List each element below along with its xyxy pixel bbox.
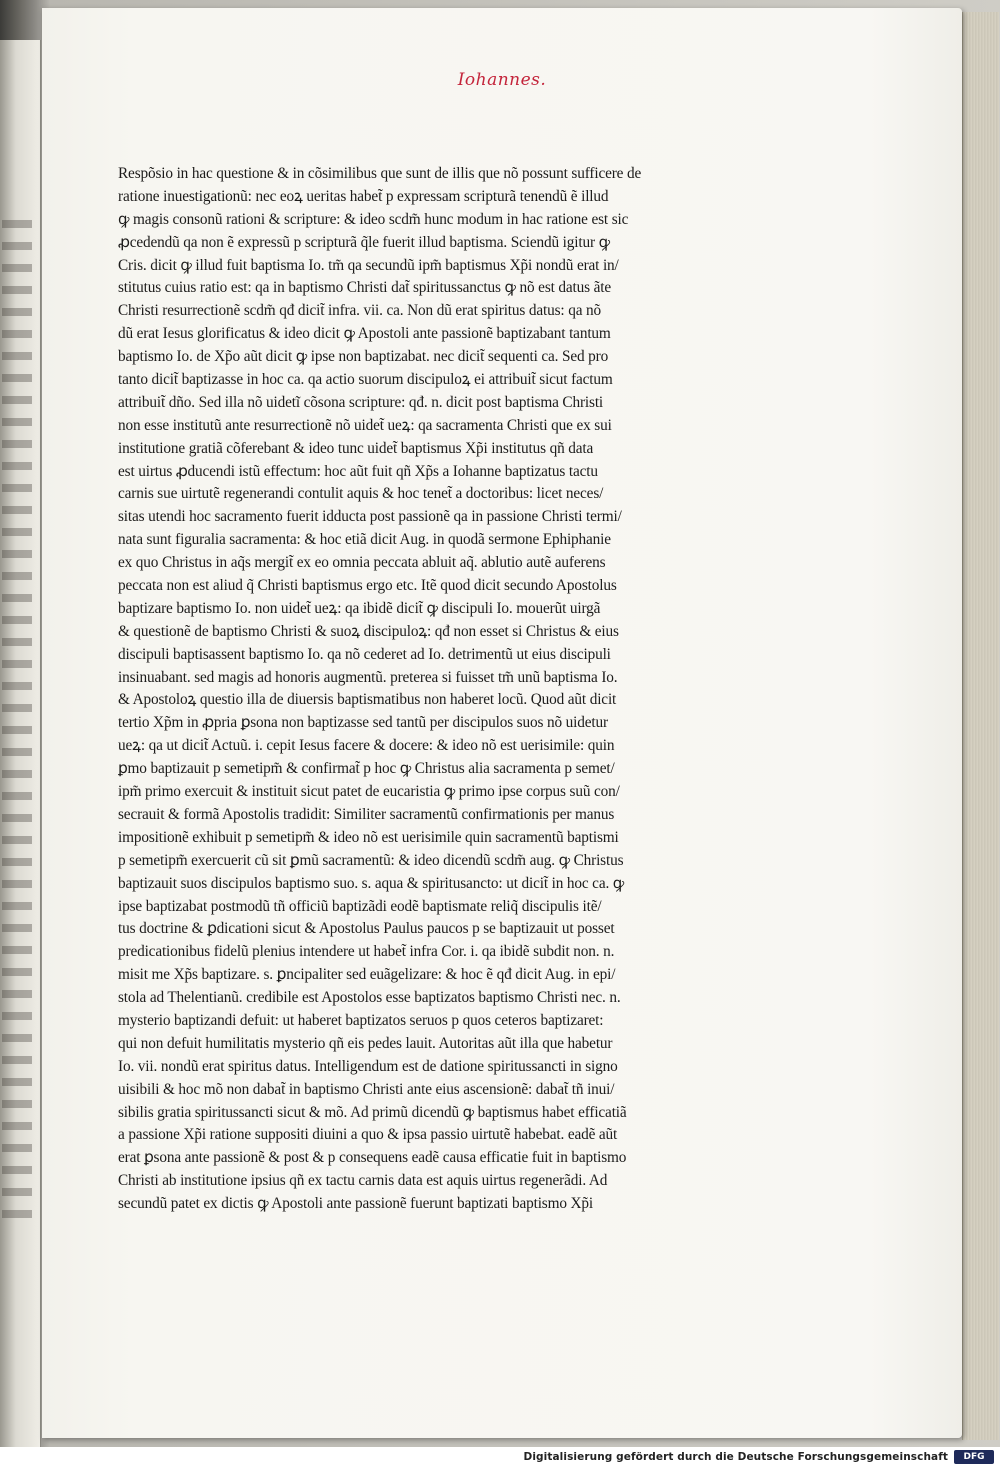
text-line: Cris. dicit ꝙ illud fuit baptisma Io. tm̃ qa secundũ ipm̃ baptismus Xp̃i nondũ erat in/: [118, 256, 619, 274]
text-line: Christi resurrectionẽ scdm̃ qđ dicit̃ infra. vii. ca. Non dũ erat spiritus datus: qa nõ: [118, 302, 602, 320]
text-line: tanto dicit̃ baptizasse in hoc ca. qa actio suorum discipuloꝝ ei attribuit̃ sicut factum: [118, 371, 613, 389]
text-line: nata sunt figuralia sacramenta: & hoc etiã dicit Aug. in quodã sermone Ephiphanie: [118, 531, 611, 549]
text-line: ex quo Christus in aq̃s mergit̃ ex eo omnia peccata abluit aq̃. ablutio autẽ auferens: [118, 554, 606, 572]
text-line: & Apostoloꝝ questio illa de diuersis baptismatibus non haberet locũ. Quod aũt dicit: [118, 691, 617, 709]
text-line: secrauit & formã Apostolis tradidit: Similiter sacramentũ confirmationis per manus: [118, 805, 615, 823]
text-line: a passione Xp̃i ratione suppositi diuini a quo & ipsa passio uirtutẽ habebat. eadẽ aũt: [118, 1126, 618, 1144]
text-line: peccata non est aliud q̃ Christi baptismus ergo etc. Itẽ quod dicit secundo Apostolus: [118, 577, 617, 595]
text-line: tertio Xp̃m in ꝓpria ꝑsona non baptizasse sed tantũ per discipulos suos nõ uidetur: [118, 714, 608, 732]
text-line: sitas utendi hoc sacramento fuerit idducta post passionẽ qa in passione Christi termi/: [118, 508, 622, 526]
text-line: qui non defuit humilitatis mysterio qñ eis pedes lauit. Autoritas aũt illa que habetur: [118, 1034, 613, 1052]
text-line: mysterio baptizandi defuit: ut haberet baptizatos seruos p quos ceteros baptizaret:: [118, 1011, 604, 1029]
text-line: p semetipm̃ exercuerit cũ sit ꝑmũ sacramentũ: & ideo dicendũ scdm̃ aug. ꝙ Christus: [118, 851, 624, 869]
text-line: carnis sue uirtutẽ regenerandi contulit aquis & hoc tenet̃ a doctoribus: licet neces/: [118, 485, 604, 503]
text-block: [118, 163, 724, 1216]
text-line: ueꝝ: qa ut dicit̃ Actuũ. i. cepit Iesus facere & docere: & ideo nõ est uerisimile: quin: [118, 737, 615, 755]
previous-page-edge: [0, 40, 41, 1450]
text-line: impositionẽ exhibuit p semetipm̃ & ideo nõ est uerisimile quin sacramentũ baptismi: [118, 828, 619, 846]
text-line: Christi ab institutione ipsius qñ ex tactu carnis data est aquis uirtus regenerãdi. Ad: [118, 1172, 608, 1190]
text-line: est uirtus ꝓducendi istũ effectum: hoc aũt fuit qñ Xp̃s a Iohanne baptizatus tactu: [118, 462, 598, 480]
text-line: ꝑmo baptizauit p semetipm̃ & confirmat̃ p hoc ꝙ Christus alia sacramenta p semet/: [118, 760, 615, 778]
text-line: insinuabant. sed magis ad honoris augmentũ. preterea si fuisset tm̃ unũ baptisma Io.: [118, 668, 618, 686]
text-line: stola ad Thelentianũ. credibile est Apostolos esse baptizatos baptismo Christi nec. n.: [118, 989, 621, 1007]
text-line: ipm̃ primo exercuit & instituit sicut patet de eucaristia ꝙ primo ipse corpus suũ con/: [118, 783, 620, 801]
text-line: baptizauit suos discipulos baptismo suo. s. aqua & spiritusancto: ut dicit̃ in hoc ca. ꝙ: [118, 874, 625, 892]
text-line: dũ erat Iesus glorificatus & ideo dicit ꝙ Apostoli ante passionẽ baptizabant tantum: [118, 325, 611, 343]
text-line: Io. vii. nondũ erat spiritus datus. Intelligendum est de datione spiritussancti in signo: [118, 1057, 618, 1075]
text-line: non esse institutũ ante resurrectionẽ nõ uidet̃ ueꝝ: qa sacramenta Christi que ex sui: [118, 416, 612, 434]
text-line: secundũ patet ex dictis ꝙ Apostoli ante passionẽ fuerunt baptizati baptismo Xp̃i: [118, 1195, 594, 1213]
dfg-logo-icon: DFG: [954, 1450, 994, 1464]
text-line: predicationibus fidelũ plenius intendere ut habet̃ infra Cor. i. qa ibidẽ subdit non. n.: [118, 943, 615, 961]
funding-credit: Digitalisierung gefördert durch die Deutsche Forschungsgemeinschaft: [523, 1451, 948, 1463]
text-line: discipuli baptisassent baptismo Io. qa nõ cederet ad Io. detrimentũ ut eius discipuli: [118, 645, 611, 663]
text-line: ipse baptizabat postmodũ tñ officiũ baptizãdi eodẽ baptismate reliq̃ discipulis itẽ/: [118, 897, 602, 915]
text-line: institutione gratiã cõferebant & ideo tunc uidet̃ baptismus Xp̃i institutus qñ data: [118, 439, 594, 457]
book-page-edges: [962, 12, 999, 1440]
text-line: misit me Xp̃s baptizare. s. ꝑncipaliter sed euãgelizare: & hoc ẽ qđ dicit Aug. in epi/: [118, 966, 616, 984]
text-line: baptizare baptismo Io. non uidet̃ ueꝝ: qa ibidẽ dicit̃ ꝙ discipuli Io. mouerũt uirgã: [118, 599, 601, 617]
text-line: erat ꝑsona ante passionẽ & post & p consequens eadẽ causa efficatie fuit in baptismo: [118, 1149, 627, 1167]
text-line: & questionẽ de baptismo Christi & suoꝝ discipuloꝝ: qđ non esset si Christus & eius: [118, 622, 619, 640]
text-line: sibilis gratia spiritussancti sicut & mõ. Ad primũ dicendũ ꝙ baptismus habet efficatiã: [118, 1103, 627, 1121]
text-line: Respõsio in hac questione & in cõsimilibus que sunt de illis que nõ possunt sufficere de: [118, 165, 642, 182]
text-line: uisibili & hoc mõ non dabat̃ in baptismo Christi ante eius ascensionẽ: dabat̃ tñ inui/: [118, 1080, 615, 1098]
text-line: attribuit̃ dño. Sed illa nõ uidetĩ cõsona scripture: qđ. n. dicit post baptisma Christi: [118, 393, 604, 411]
running-head: Iohannes.: [457, 70, 547, 90]
text-line: stitutus cuius ratio est: qa in baptismo Christi dat̃ spiritussanctus ꝙ nõ est datus ãte: [118, 279, 611, 297]
previous-page-text-bleed: [2, 220, 32, 1220]
text-line: ꝙ magis consonũ rationi & scripture: & ideo scdm̃ hunc modum in hac ratione est sic: [118, 210, 629, 228]
footer-bar: [0, 1447, 1000, 1468]
text-line: tus doctrine & ꝑdicationi sicut & Apostolus Paulus paucos p se baptizauit ut posset: [118, 920, 615, 938]
text-line: ratione inuestigationũ: nec eoꝝ ueritas habet̃ p expressam scripturã tenendũ ẽ illud: [118, 187, 609, 205]
text-line: ꝓcedendũ qa non ẽ expressũ p scripturã q̃le fuerit illud baptisma. Sciendũ igitur ꝙ: [118, 233, 610, 251]
text-line: baptismo Io. de Xp̃o aũt dicit ꝙ ipse non baptizabat. nec dicit̃ sequenti ca. Sed pro: [118, 348, 609, 366]
